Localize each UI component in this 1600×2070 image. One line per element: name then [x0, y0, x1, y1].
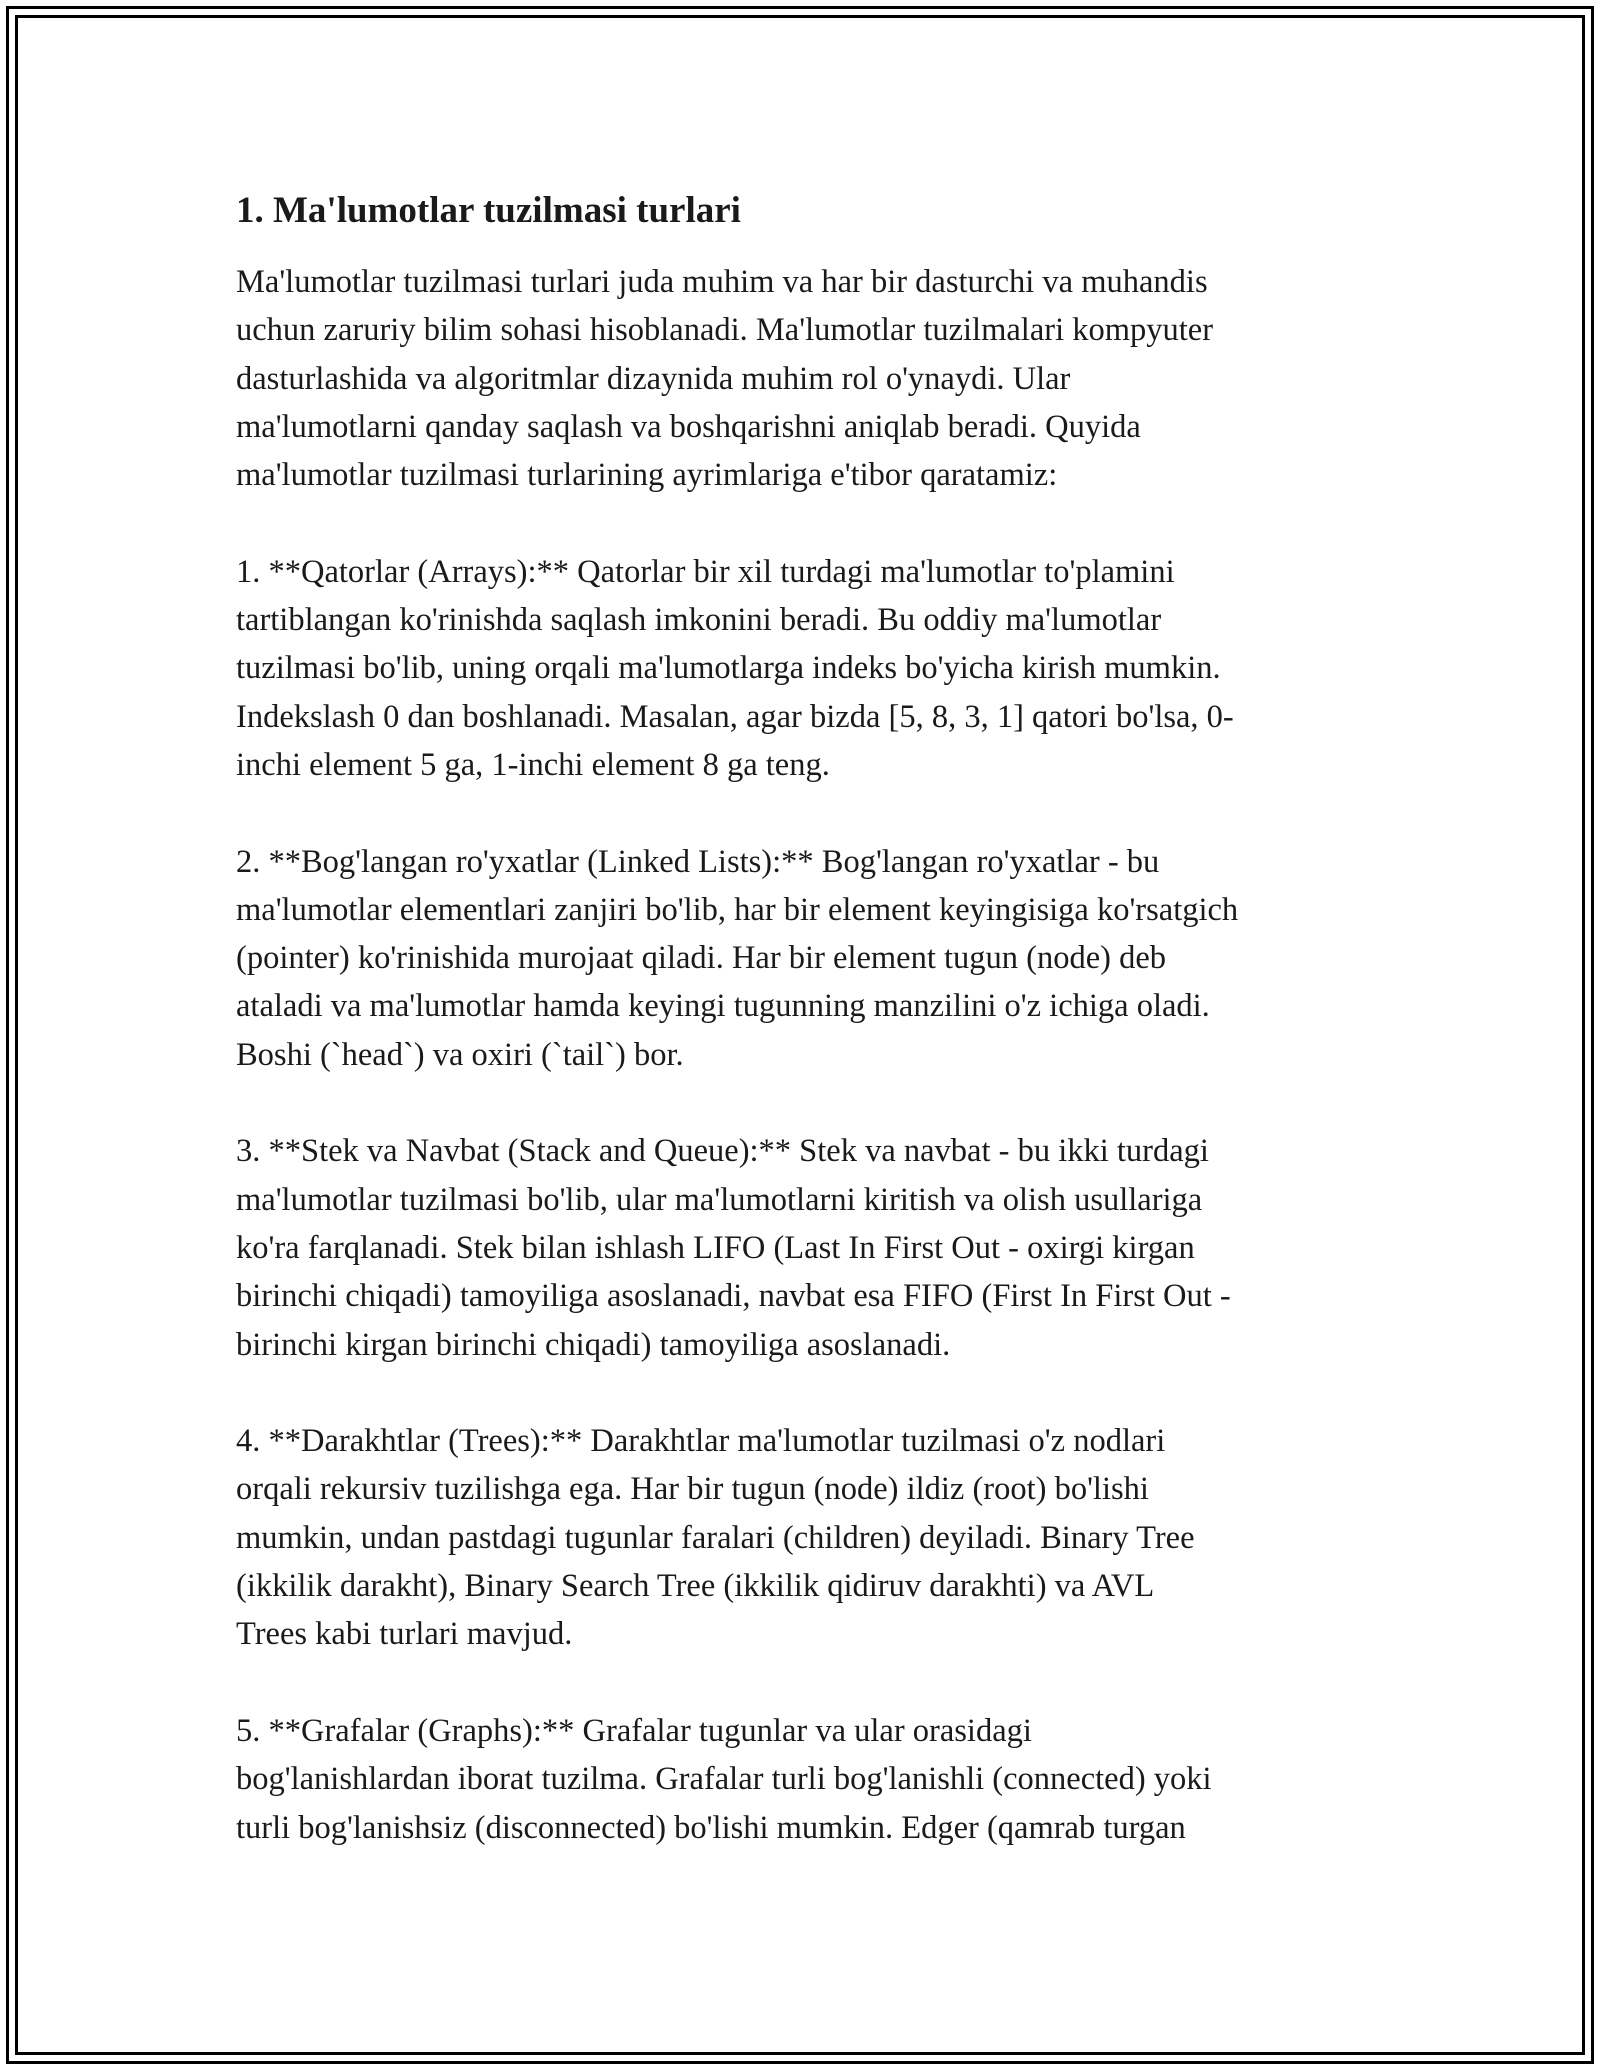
text-line: turli bog'lanishsiz (disconnected) bo'lishi mumkin. Edger (qamrab turgan — [236, 1809, 1186, 1846]
text-line: 4. **Darakhtlar (Trees):** Darakhtlar ma'lumotlar tuzilmasi o'z nodlari — [236, 1423, 1166, 1460]
text-line: 5. **Grafalar (Graphs):** Grafalar tugunlar va ular orasidagi — [236, 1712, 1032, 1749]
text-line: Indekslash 0 dan boshlanadi. Masalan, agar bizda [5, 8, 3, 1] qatori bo'lsa, 0- — [236, 698, 1234, 735]
text-line: Ma'lumotlar tuzilmasi turlari juda muhim va har bir dasturchi va muhandis — [236, 264, 1208, 300]
graphs-paragraph — [236, 1707, 1376, 1852]
text-line: inchi element 5 ga, 1-inchi element 8 ga teng. — [236, 746, 830, 783]
text-line: ma'lumotlar elementlari zanjiri bo'lib, har bir element keyingisiga ko'rsatgich — [236, 891, 1239, 928]
text-line: Trees kabi turlari mavjud. — [236, 1616, 573, 1653]
text-line: 3. **Stek va Navbat (Stack and Queue):** Stek va navbat - bu ikki turdagi — [236, 1133, 1209, 1170]
linked-lists-paragraph — [236, 838, 1376, 1079]
text-line: bog'lanishlardan iborat tuzilma. Grafalar turli bog'lanishli (connected) yoki — [236, 1761, 1212, 1798]
text-line: ko'ra farqlanadi. Stek bilan ishlash LIFO (Last In First Out - oxirgi kirgan — [236, 1229, 1195, 1266]
text-line: (pointer) ko'rinishida murojaat qiladi. Har bir element tugun (node) deb — [236, 940, 1167, 977]
text-line: birinchi chiqadi) tamoyiliga asoslanadi, navbat esa FIFO (First In First Out - — [236, 1278, 1231, 1315]
text-line: uchun zaruriy bilim sohasi hisoblanadi. Ma'lumotlar tuzilmalari kompyuter — [236, 312, 1214, 349]
stack-queue-paragraph — [236, 1127, 1376, 1368]
text-line: 2. **Bog'langan ro'yxatlar (Linked Lists):** Bog'langan ro'yxatlar - bu — [236, 843, 1160, 880]
text-line: dasturlashida va algoritmlar dizaynida muhim rol o'ynaydi. Ular — [236, 360, 1071, 397]
arrays-paragraph — [236, 548, 1376, 789]
text-line: ma'lumotlarni qanday saqlash va boshqarishni aniqlab beradi. Quyida — [236, 408, 1141, 445]
text-line: ma'lumotlar tuzilmasi turlarining ayrimlariga e'tibor qaratamiz: — [236, 457, 1058, 494]
text-line: ataladi va ma'lumotlar hamda keyingi tugunning manzilini o'z ichiga oladi. — [236, 988, 1210, 1025]
section-heading: 1. Ma'lumotlar tuzilmasi turlari — [236, 190, 741, 231]
intro-paragraph — [236, 258, 1376, 499]
text-line: 1. **Qatorlar (Arrays):** Qatorlar bir xil turdagi ma'lumotlar to'plamini — [236, 553, 1175, 590]
text-line: orqali rekursiv tuzilishga ega. Har bir tugun (node) ildiz (root) bo'lishi — [236, 1471, 1149, 1508]
trees-paragraph — [236, 1417, 1376, 1658]
text-line: Boshi (`head`) va oxiri (`tail`) bor. — [236, 1036, 684, 1073]
text-line: ma'lumotlar tuzilmasi bo'lib, ular ma'lumotlarni kiritish va olish usullariga — [236, 1181, 1203, 1218]
text-line: mumkin, undan pastdagi tugunlar faralari (children) deyiladi. Binary Tree — [236, 1519, 1195, 1556]
text-line: tuzilmasi bo'lib, uning orqali ma'lumotlarga indeks bo'yicha kirish mumkin. — [236, 650, 1221, 687]
text-line: (ikkilik darakht), Binary Search Tree (ikkilik qidiruv darakhti) va AVL — [236, 1568, 1155, 1605]
document-body — [236, 186, 1376, 1900]
text-line: birinchi kirgan birinchi chiqadi) tamoyiliga asoslanadi. — [236, 1326, 951, 1363]
text-line: tartiblangan ko'rinishda saqlash imkonini beradi. Bu oddiy ma'lumotlar — [236, 602, 1162, 639]
